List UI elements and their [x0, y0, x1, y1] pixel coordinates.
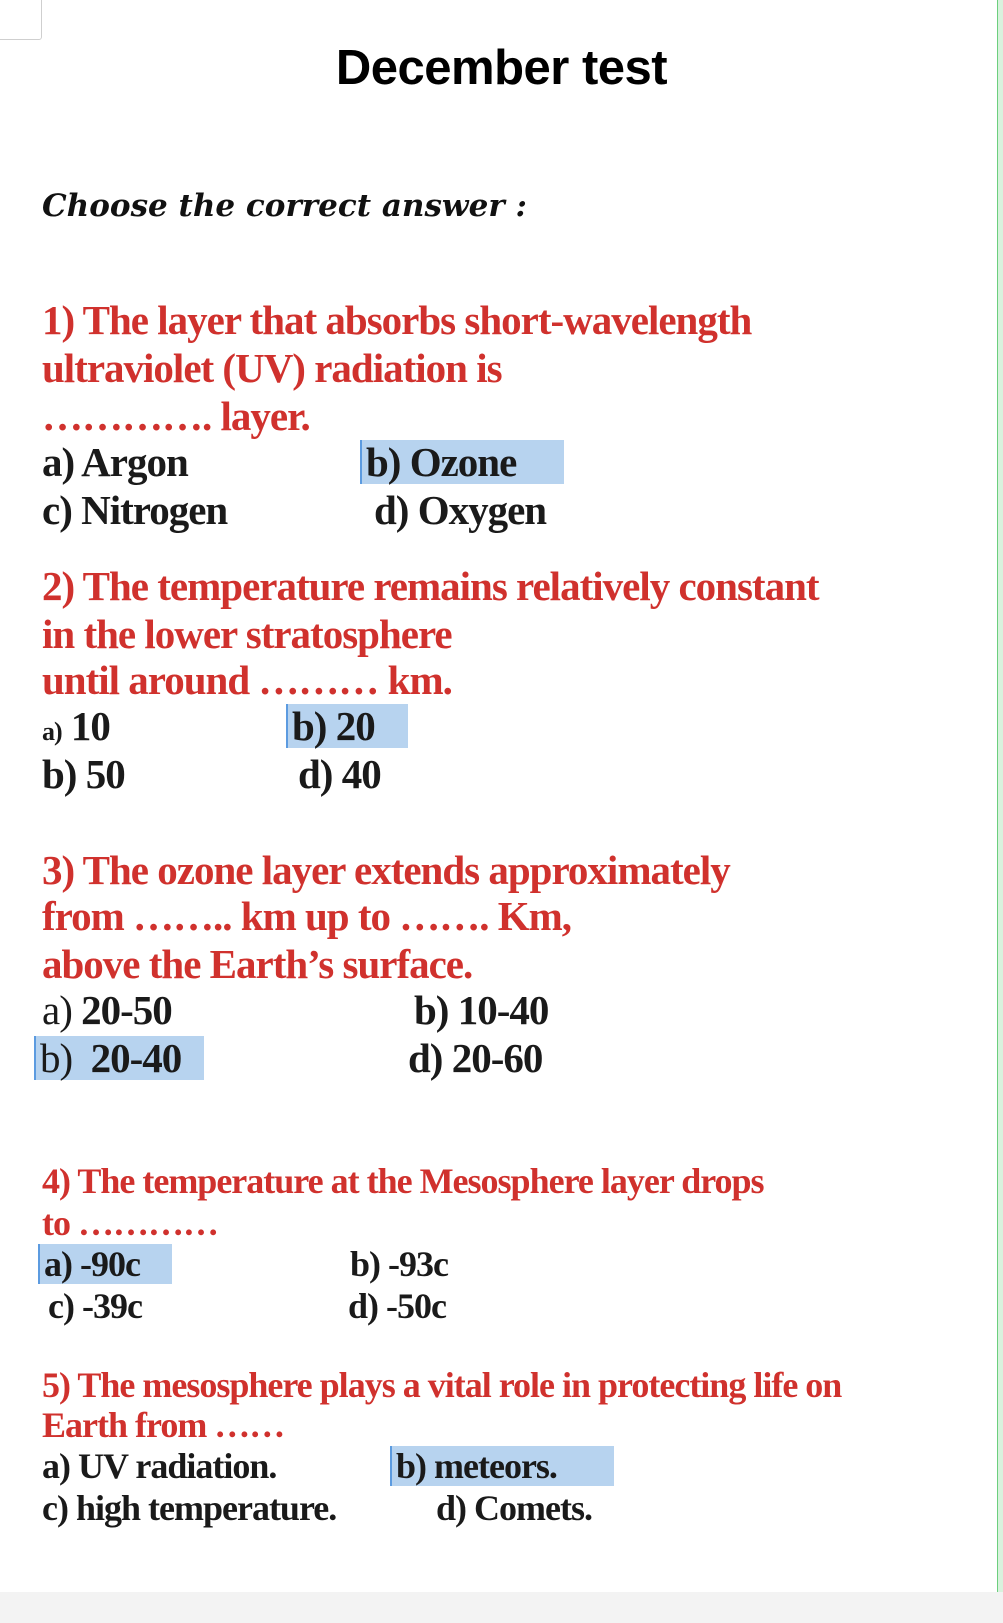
q3-option-c-label: b): [40, 1035, 73, 1081]
q3-option-a-value: 20-50: [81, 987, 172, 1033]
q3-option-a-label: a): [42, 987, 72, 1033]
bottom-bar: [0, 1592, 1003, 1623]
question-2-line-2: in the lower stratosphere: [42, 611, 452, 657]
q2-option-d[interactable]: d) 40: [298, 751, 381, 797]
scroll-edge-indicator: [997, 0, 1003, 1623]
q2-option-a[interactable]: [38, 704, 114, 754]
page-title: December test: [335, 41, 668, 95]
question-5-line-2: Earth from ……: [42, 1405, 285, 1445]
question-1-line-3: …………. layer.: [42, 393, 310, 439]
question-5-line-1: 5) The mesosphere plays a vital role in protecting life on: [42, 1365, 842, 1405]
q5-option-a[interactable]: a) UV radiation.: [42, 1446, 277, 1486]
q4-option-c[interactable]: c) -39c: [48, 1286, 142, 1326]
q2-option-a-label: a): [42, 717, 62, 746]
q3-option-b[interactable]: b) 10-40: [414, 987, 549, 1033]
q3-option-c-value: 20-40: [90, 1035, 182, 1081]
q3-option-c-selected[interactable]: [34, 1036, 204, 1080]
q3-option-d[interactable]: d) 20-60: [408, 1035, 543, 1081]
question-3-line-2: from …….. km up to ……. Km,: [42, 893, 572, 939]
q4-option-b[interactable]: b) -93c: [350, 1244, 448, 1284]
q3-option-a[interactable]: [38, 988, 176, 1032]
question-4-line-2: to …………: [42, 1203, 218, 1243]
page-corner-frame: [0, 0, 42, 40]
question-1-line-1: 1) The layer that absorbs short-wavelength: [42, 297, 752, 343]
q1-option-c[interactable]: c) Nitrogen: [42, 487, 228, 533]
q2-option-a-value: 10: [70, 703, 110, 749]
question-2-line-1: 2) The temperature remains relatively constant: [42, 563, 819, 609]
question-3-line-3: above the Earth’s surface.: [42, 941, 473, 987]
instruction-text: Choose the correct answer :: [42, 188, 527, 224]
q4-option-a-selected[interactable]: a) -90c: [38, 1244, 172, 1284]
q2-option-b-selected[interactable]: b) 20: [286, 704, 408, 748]
q1-option-a[interactable]: a) Argon: [42, 439, 188, 485]
q1-option-b-selected[interactable]: b) Ozone: [360, 440, 564, 484]
q4-option-d[interactable]: d) -50c: [348, 1286, 446, 1326]
q5-option-b-selected[interactable]: b) meteors.: [390, 1446, 614, 1486]
question-4-line-1: 4) The temperature at the Mesosphere layer drops: [42, 1161, 764, 1201]
q1-option-d[interactable]: d) Oxygen: [374, 487, 547, 533]
question-1-line-2: ultraviolet (UV) radiation is: [42, 345, 502, 391]
question-3-line-1: 3) The ozone layer extends approximately: [42, 847, 730, 893]
q2-option-c[interactable]: b) 50: [42, 751, 125, 797]
question-2-line-3: until around ……… km.: [42, 657, 452, 703]
q5-option-d[interactable]: d) Comets.: [436, 1488, 592, 1528]
q5-option-c[interactable]: c) high temperature.: [42, 1488, 337, 1528]
